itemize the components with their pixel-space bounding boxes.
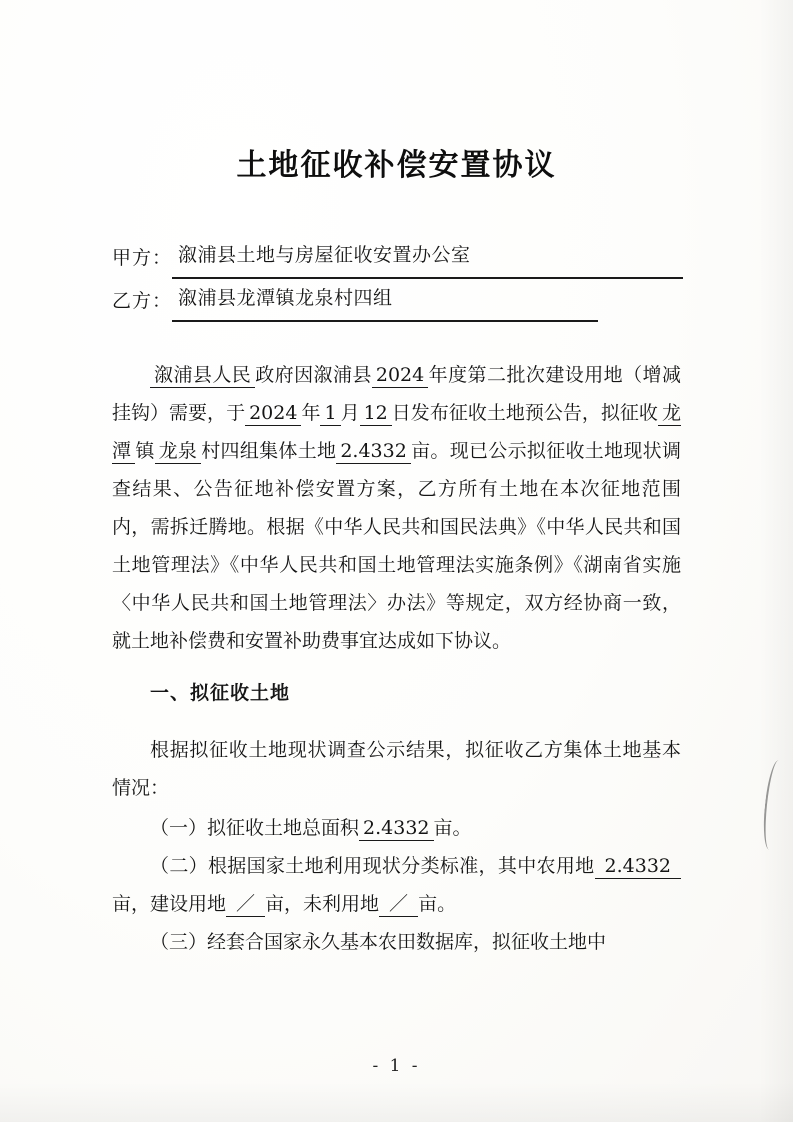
preamble-rest: 亩。现已公示拟征收土地现状调查结果、公告征地补偿安置方案，乙方所有土地在本次征地范围内，需拆迁腾地。根据《中华人民共和国民法典》《中华人民共和国土地管理法》《中华人民共和国土地管理法实施条例》《湖南省实施〈中华人民共和国土地管理法〉办法》等规定，双方经协商一致，就土地补偿费和安置补助费事宜达成如下协议。	[112, 439, 681, 652]
item-two	[112, 847, 681, 923]
item-two-farmland-area: 2.4332	[595, 855, 681, 879]
party-b-label: 乙方：	[112, 289, 173, 312]
item-two-construction-area: ／	[226, 893, 265, 917]
section-one-intro: 根据拟征收土地现状调查公示结果，拟征收乙方集体土地基本情况：	[112, 738, 681, 799]
village-unit: 村四组集体土地	[201, 439, 337, 462]
page-title: 土地征收补偿安置协议	[236, 148, 557, 183]
preamble-area: 2.4332	[336, 440, 410, 464]
item-two-mid1: 亩，建设用地	[112, 892, 227, 915]
town-name: 龙潭	[112, 401, 681, 462]
party-b-value: 溆浦县龙潭镇龙泉村四组	[172, 279, 598, 322]
item-one-suffix: 亩。	[433, 816, 472, 839]
notice-day-unit: 日发布征收土地预公告，拟征收	[391, 401, 658, 424]
item-two-suffix: 亩。	[418, 892, 457, 915]
party-a-label: 甲方：	[112, 247, 173, 269]
document-body	[0, 356, 793, 961]
town-unit: 镇	[135, 439, 155, 462]
section-one-heading: 一、拟征收土地	[150, 681, 291, 704]
item-three: （三）经套合国家永久基本农田数据库，拟征收土地中	[150, 930, 607, 953]
party-a-row	[112, 236, 683, 279]
notice-year-unit: 年	[301, 401, 321, 424]
item-one	[112, 809, 681, 847]
preamble-seg2: 政府因溆浦县	[255, 363, 372, 386]
preamble-county: 溆浦县人民	[150, 364, 255, 388]
notice-year: 2024	[245, 402, 301, 426]
village-name: 龙泉	[155, 440, 202, 464]
preamble-seg4: 年度第二批次建设用地（增减挂钩）需要，于	[112, 363, 681, 424]
party-a-value: 溆浦县土地与房屋征收安置办公室	[172, 236, 683, 279]
item-two-unused-area: ／	[379, 893, 418, 917]
notice-day: 12	[360, 402, 392, 426]
parties-block	[0, 236, 793, 322]
scan-bottom-shadow	[0, 1082, 793, 1122]
page-number: - 1 -	[372, 1056, 421, 1076]
item-one-area: 2.4332	[359, 817, 433, 841]
item-one-prefix: （一）拟征收土地总面积	[150, 816, 360, 839]
item-two-prefix: （二）根据国家土地利用现状分类标准，其中农用地	[150, 854, 595, 877]
notice-month-unit: 月	[340, 401, 360, 424]
notice-month: 1	[320, 402, 340, 426]
preamble-batch-year: 2024	[372, 364, 428, 388]
party-b-row	[112, 279, 683, 322]
item-two-mid2: 亩，未利用地	[265, 892, 380, 915]
preamble-paragraph	[112, 356, 681, 660]
